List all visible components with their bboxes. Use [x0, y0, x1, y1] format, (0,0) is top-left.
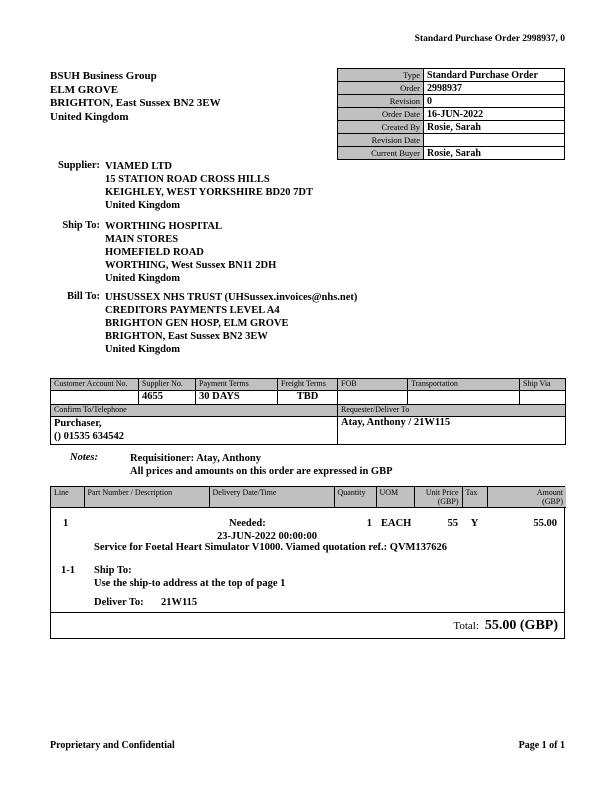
ship-to-address-line: United Kingdom: [105, 273, 180, 284]
terms-header: Customer Account No.: [51, 379, 139, 391]
order-info-label: Order: [338, 82, 424, 95]
order-info-row: [338, 121, 565, 134]
terms-header: FOB: [338, 379, 408, 391]
terms-value-row: [51, 391, 566, 405]
payment-terms: 30 DAYS: [196, 391, 278, 405]
buyer-address-line: United Kingdom: [50, 110, 129, 123]
supplier-address-line: VIAMED LTD: [105, 161, 172, 172]
order-info-row: [338, 134, 565, 147]
order-info-value: 0: [424, 95, 565, 108]
order-info-row: [338, 108, 565, 121]
confirm-to-header: Confirm To/Telephone: [51, 405, 338, 417]
total-value: 55.00 (GBP): [484, 617, 558, 633]
contact-header-row: [51, 405, 566, 417]
col-header-part-number: Part Number / Description: [84, 487, 209, 508]
ship-to-address-line: MAIN STORES: [105, 234, 179, 245]
quantity-value: 1: [366, 518, 372, 529]
notes-line: All prices and amounts on this order are expressed in GBP: [130, 466, 393, 477]
requester-header: Requester/Deliver To: [338, 405, 566, 417]
line-number: 1: [63, 518, 69, 529]
terms-header: Transportation: [408, 379, 520, 391]
col-header-line: Line: [51, 487, 84, 508]
col-header-amount: Amount (GBP): [487, 487, 566, 508]
col-header-quantity: Quantity: [334, 487, 376, 508]
order-info-label: Current Buyer: [338, 147, 424, 160]
buyer-address-line: BSUH Business Group: [50, 70, 157, 82]
supplier-address: [105, 160, 313, 212]
transportation: [408, 391, 520, 405]
supplier-address-line: United Kingdom: [105, 200, 180, 211]
ship-to-label: Ship To:: [62, 220, 100, 231]
order-info-label: Order Date: [338, 108, 424, 121]
notes-label: Notes:: [70, 452, 98, 463]
bill-to-label: Bill To:: [67, 291, 100, 302]
col-header-tax: Tax: [462, 487, 487, 508]
buyer-address-line: ELM GROVE: [50, 83, 119, 96]
order-total-row: [51, 612, 564, 638]
line-description: Service for Foetal Heart Simulator V1000. Viamed quotation ref.: QVM137626: [94, 542, 447, 553]
order-info-row: [338, 147, 565, 160]
bill-to-address-line: CREDITORS PAYMENTS LEVEL A4: [105, 305, 280, 316]
order-info-label: Revision Date: [338, 134, 424, 147]
shipment-line-ref: 1-1: [61, 565, 75, 576]
order-info-label: Created By: [338, 121, 424, 134]
amount-value: 55.00: [533, 518, 557, 529]
customer-account-no: [51, 391, 139, 405]
deliver-to-value: 21W115: [161, 597, 198, 608]
total-label: Total:: [453, 619, 479, 632]
order-info-row: [338, 82, 565, 95]
order-info-value: Rosie, Sarah: [424, 121, 565, 134]
tax-value: Y: [470, 518, 479, 529]
buyer-address-line: BRIGHTON, East Sussex BN2 3EW: [50, 97, 221, 109]
order-info-row: [338, 95, 565, 108]
notes-content: [130, 452, 393, 478]
notes-line: Requisitioner: Atay, Anthony: [130, 453, 261, 464]
terms-header: Payment Terms: [196, 379, 278, 391]
supplier-no: 4655: [139, 391, 196, 405]
order-info-value: Rosie, Sarah: [424, 147, 565, 160]
order-info-label: Type: [338, 69, 424, 82]
bill-to-address: [105, 291, 357, 356]
terms-header: Freight Terms: [278, 379, 338, 391]
order-info-row: [338, 69, 565, 82]
supplier-label: Supplier:: [57, 160, 100, 171]
ship-to-address-line: HOMEFIELD ROAD: [105, 247, 204, 258]
col-header-delivery: Delivery Date/Time: [209, 487, 334, 508]
confirm-to-value: [51, 417, 338, 445]
col-header-unit-price: Unit Price (GBP): [414, 487, 462, 508]
bill-to-address-line: United Kingdom: [105, 344, 180, 355]
order-info-value: 16-JUN-2022: [424, 108, 565, 121]
order-info-value: [424, 134, 565, 147]
contact-value-row: [51, 417, 566, 445]
supplier-address-line: KEIGHLEY, WEST YORKSHIRE BD20 7DT: [105, 187, 314, 198]
freight-terms: TBD: [278, 391, 338, 405]
terms-header-row: [51, 379, 566, 391]
bill-to-address-line: BRIGHTON, East Sussex BN2 3EW: [105, 331, 268, 342]
ship-to-address: [105, 220, 276, 285]
order-lines-table: [50, 486, 565, 639]
uom-value: EACH: [381, 518, 412, 529]
requester-value: Atay, Anthony / 21W115: [338, 417, 566, 445]
ship-via: [520, 391, 566, 405]
unit-price-value: 55: [447, 518, 458, 529]
bill-to-address-line: BRIGHTON GEN HOSP, ELM GROVE: [105, 318, 289, 329]
order-info-value: Standard Purchase Order: [424, 69, 565, 82]
ship-to-address-line: WORTHING HOSPITAL: [105, 221, 222, 232]
order-info-label: Revision: [338, 95, 424, 108]
needed-label: Needed:: [229, 518, 266, 529]
col-header-uom: UOM: [376, 487, 414, 508]
footer-page-number: Page 1 of 1: [518, 740, 565, 751]
order-lines-header: [51, 487, 566, 508]
supplier-address-line: 15 STATION ROAD CROSS HILLS: [105, 174, 270, 185]
needed-datetime: 23-JUN-2022 00:00:00: [217, 531, 318, 542]
bill-to-address-line: UHSUSSEX NHS TRUST (UHSussex.invoices@nhs.net): [105, 292, 358, 303]
order-info-table: [337, 68, 565, 160]
deliver-to-label: Deliver To:: [94, 597, 144, 608]
footer-confidential: Proprietary and Confidential: [50, 740, 175, 751]
doc-reference: Standard Purchase Order 2998937, 0: [414, 34, 565, 44]
confirm-to-line: Purchaser,: [54, 418, 102, 429]
order-line-row: [51, 508, 564, 612]
shipment-ship-to-label: Ship To:: [94, 565, 132, 576]
terms-table: [50, 378, 566, 445]
terms-header: Ship Via: [520, 379, 566, 391]
buyer-address: [50, 70, 221, 124]
fob: [338, 391, 408, 405]
order-info-value: 2998937: [424, 82, 565, 95]
confirm-to-line: () 01535 634542: [54, 431, 124, 442]
ship-to-address-line: WORTHING, West Sussex BN11 2DH: [105, 260, 277, 271]
shipment-ship-to-text: Use the ship-to address at the top of page 1: [94, 578, 286, 589]
terms-header: Supplier No.: [139, 379, 196, 391]
